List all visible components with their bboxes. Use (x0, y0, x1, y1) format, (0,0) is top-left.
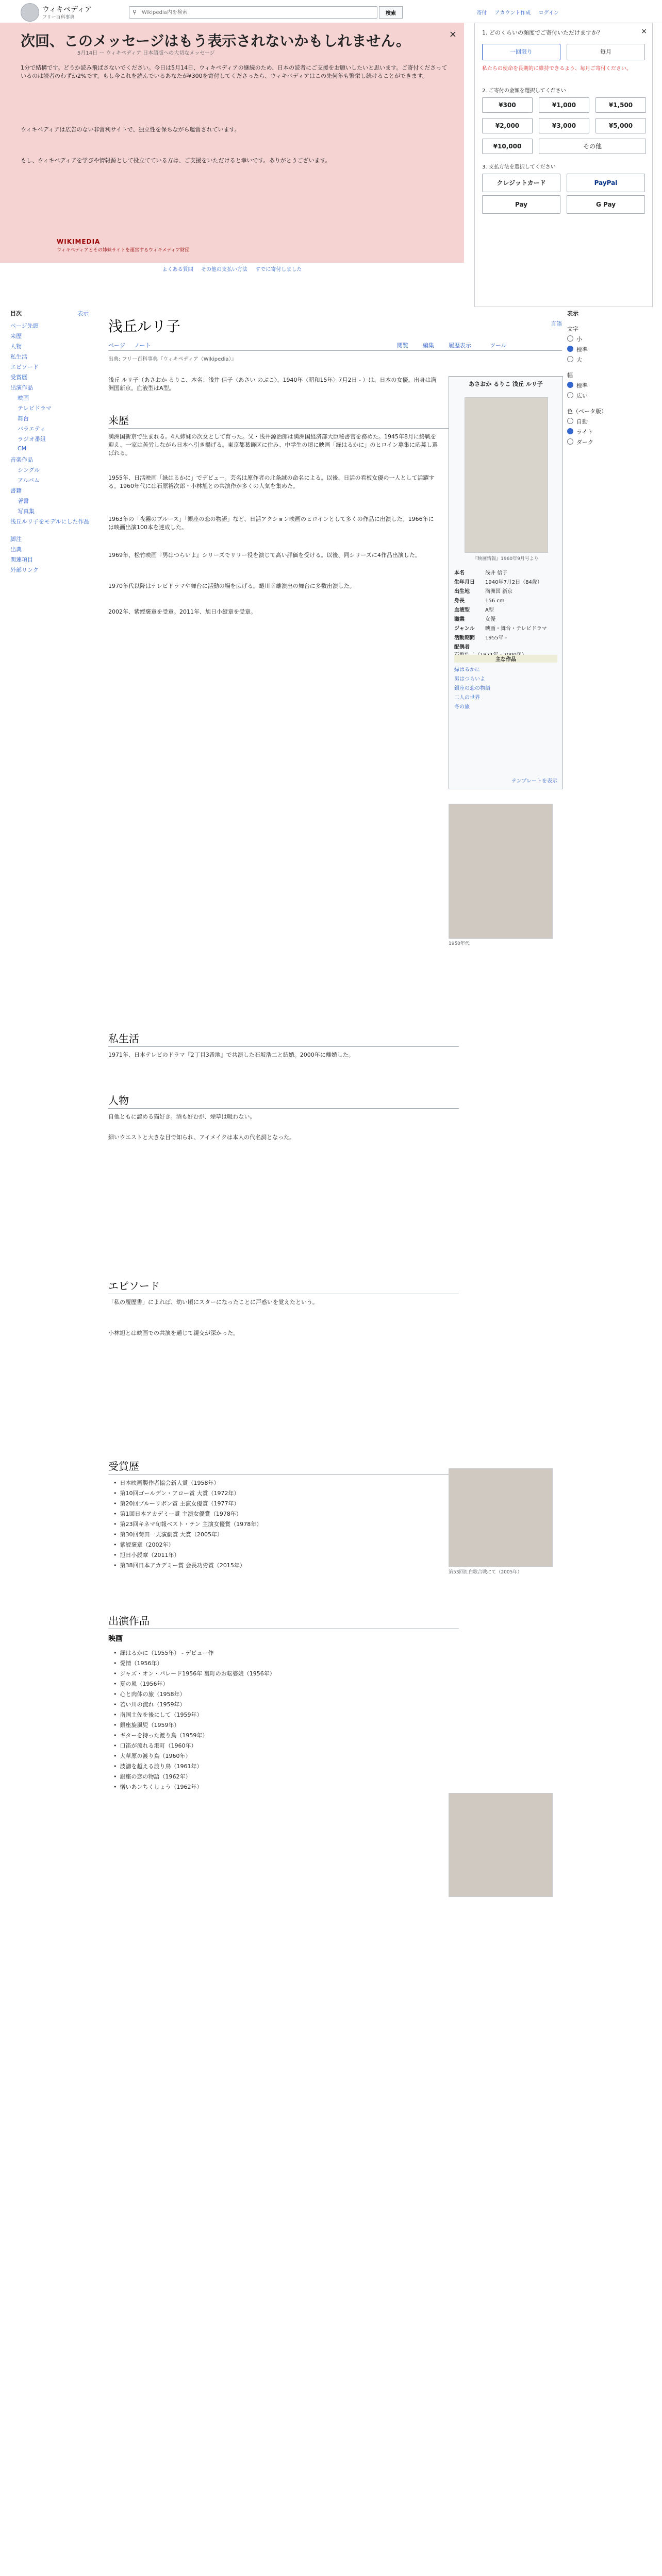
amount-300[interactable]: ¥300 (482, 97, 533, 113)
toc-item[interactable]: 人物 (10, 343, 22, 350)
donate-link[interactable]: 寄付 (476, 10, 487, 16)
toc-subitem[interactable]: テレビドラマ (18, 405, 52, 412)
search-icon: ⚲ (133, 9, 137, 15)
color-light-radio[interactable]: ライト (567, 428, 593, 436)
amounts-title: 2. ご寄付の金額を選択してください (482, 88, 566, 94)
toc-item[interactable]: 出典 (10, 546, 22, 553)
toc-item[interactable]: 浅丘ルリ子をモデルにした作品 (10, 518, 90, 525)
list-item: • 第38回日本アカデミー賞 会長功労賞（2015年） (113, 1562, 245, 1569)
infobox-caption: 『映画情報』1960年9月号より (473, 556, 539, 562)
list-item: • 緑はるかに（1955年） - デビュー作 (113, 1650, 214, 1656)
amount-5000[interactable]: ¥5,000 (595, 118, 646, 133)
infobox-title: あさおか るりこ 浅丘 ルリ子 (469, 381, 543, 387)
language-button[interactable]: 言語 (551, 320, 562, 327)
list-item: • 旭日小綬章（2011年） (113, 1552, 180, 1558)
infobox-work[interactable]: 男はつらいよ (454, 676, 485, 682)
toc-subitem[interactable]: バラエティ (18, 426, 46, 432)
width-label: 幅 (567, 372, 573, 379)
toc-item[interactable]: 関連項目 (10, 556, 33, 563)
toc-item[interactable]: 来歴 (10, 333, 22, 340)
tab-history[interactable]: 履歴表示 (449, 342, 471, 349)
search-input[interactable] (141, 7, 359, 18)
list-item: • 南国土佐を後にして（1959年） (113, 1711, 203, 1718)
section-heading: 来歴 (108, 412, 459, 429)
toc-subitem[interactable]: 舞台 (18, 415, 29, 422)
toc-item[interactable]: 脚注 (10, 536, 22, 543)
credit-card-button[interactable]: クレジットカード (482, 174, 560, 192)
already-donated-link[interactable]: すでに寄付しました (255, 267, 302, 273)
article-photo[interactable] (449, 1468, 553, 1567)
section-heading: 出演作品 (108, 1613, 459, 1629)
search-button[interactable]: 検索 (379, 6, 403, 19)
article-photo[interactable] (449, 1793, 553, 1897)
toc-item[interactable]: 受賞歴 (10, 374, 27, 381)
wikimedia-tagline: ウィキペディアとその姉妹サイトを運営するウィキメディア財団 (57, 248, 190, 253)
photo-caption: 第53回紅白歌合戦にて（2005年） (449, 1570, 522, 1575)
list-item: • 日本映画製作者協会新人賞（1958年） (113, 1480, 220, 1486)
toc-heading: 目次 (10, 310, 22, 317)
monthly-note: 私たちの使命を長期的に維持できるよう、毎月ご寄付ください。 (482, 66, 632, 72)
infobox-row: 身長 156 cm (454, 598, 505, 604)
toc-subitem[interactable]: シングル (18, 467, 40, 473)
faq-link[interactable]: よくある質問 (162, 267, 193, 273)
toc-subitem[interactable]: CM (18, 445, 27, 452)
list-item: • 銀座の恋の物語（1962年） (113, 1773, 191, 1780)
infobox-row: 生年月日 1940年7月2日（84歳） (454, 580, 542, 585)
section-heading: エピソード (108, 1278, 459, 1294)
list-item: • 夏の嵐（1956年） (113, 1681, 169, 1687)
paragraph: 1970年代以降はテレビドラマや舞台に活動の場を広げる。蜷川幸雄演出の舞台に多数出演した。 (108, 583, 355, 589)
subsection-heading: 映画 (108, 1635, 123, 1643)
template-link[interactable]: テンプレートを表示 (511, 778, 557, 784)
toc-subitem[interactable]: アルバム (18, 477, 40, 484)
paragraph: 「私の履歴書」によれば、幼い頃にスターになったことに戸惑いを覚えたという。 (108, 1299, 318, 1306)
infobox-section: 主な作品 (454, 655, 557, 663)
banner-subline: 5月14日 ー ウィキペディア 日本語版への大切なメッセージ (77, 50, 215, 56)
infobox-work[interactable]: 緑はるかに (454, 667, 480, 673)
pay-title: 3. 支払方法を選択してください (482, 164, 556, 170)
donate-form (474, 23, 653, 307)
site-header (0, 0, 662, 23)
infobox (449, 376, 563, 789)
paragraph: 1969年、松竹映画『男はつらいよ』シリーズでリリー役を演じて高い評価を受ける。以後、同シリーズに4作品出演した。 (108, 552, 421, 558)
apple-pay-button[interactable]: Pay (482, 195, 560, 214)
text-size-standard-radio[interactable]: 標準 (567, 345, 588, 353)
fundraising-banner (0, 23, 464, 273)
list-item: • ジャズ・オン・パレード1956年 裏町のお転婆娘（1956年） (113, 1670, 275, 1677)
create-account-link[interactable]: アカウント作成 (494, 10, 531, 16)
amount-1000[interactable]: ¥1,000 (539, 97, 589, 113)
banner-footer (0, 265, 464, 273)
tab-tools[interactable]: ツール (490, 342, 507, 349)
toc-hide[interactable]: 表示 (77, 310, 89, 317)
photo-caption: 1950年代 (449, 941, 470, 946)
article-photo[interactable] (449, 804, 553, 939)
toc-item[interactable]: 音楽作品 (10, 456, 33, 463)
banner-headline: 次回、このメッセージはもう表示されないかもしれません。 (21, 32, 411, 49)
infobox-work[interactable]: 二人の世界 (454, 695, 480, 701)
section-heading: 人物 (108, 1092, 459, 1109)
list-item: • 紫綬褒章（2002年） (113, 1541, 174, 1548)
width-wide-radio[interactable]: 広い (567, 392, 588, 400)
list-item: • 第20回ブルーリボン賞 主演女優賞（1977年） (113, 1500, 240, 1507)
width-standard-radio[interactable]: 標準 (567, 381, 588, 389)
list-item: • 第10回ゴールデン・アロー賞 大賞（1972年） (113, 1490, 240, 1497)
appearance-heading: 表示 (567, 310, 578, 317)
list-item: • 第23回キネマ旬報ベスト・テン 主演女優賞（1978年） (113, 1521, 262, 1528)
list-item: • 大草原の渡り鳥（1960年） (113, 1753, 191, 1759)
list-item: • 銀座旋風児（1959年） (113, 1722, 180, 1728)
header-links (470, 8, 559, 16)
infobox-row: 職業 女優 (454, 617, 495, 622)
list-item: • 第30回菊田一夫演劇賞 大賞（2005年） (113, 1531, 223, 1538)
paragraph: 小林旭とは映画での共演を通じて親交が深かった。 (108, 1330, 239, 1336)
from-line: 出典: フリー百科事典『ウィキペディア（Wikipedia）』 (108, 357, 237, 362)
wikipedia-logo-icon[interactable] (21, 3, 39, 22)
amount-10000[interactable]: ¥10,000 (482, 139, 533, 154)
list-item: • 愛情（1956年） (113, 1660, 163, 1667)
tab-read[interactable]: 閲覧 (397, 342, 408, 349)
infobox-work[interactable]: 銀座の恋の物語 (454, 686, 490, 691)
paragraph: 1963年の「夜霧のブルース」「銀座の恋の物語」など、日活アクション映画のヒロインとして多くの作品に出演した。1966年には映画出演100本を達成した。 (108, 516, 434, 531)
color-label: 色（ベータ版） (567, 408, 607, 415)
tab-talk[interactable]: ノート (134, 342, 151, 349)
banner-paragraph-2: ウィキペディアは広告のない非営利サイトで、独立性を保ちながら運営されています。 (21, 126, 240, 133)
tab-page[interactable]: ページ (108, 342, 125, 349)
banner-paragraph-1: 1分で結構です。どうか読み飛ばさないでください。今日は5月14日、ウィキペディアの継続のため、日本の読者にご支援をお願いしたいと思います。ご寄付くださっているのは読者のわずか2%です。もし今これを読んでいるあなたが¥300を寄付してくださったら、ウィキペディアはこの先何年も繁栄し続けることができます。 (21, 64, 448, 79)
amount-3000[interactable]: ¥3,000 (539, 118, 589, 133)
toc-item[interactable]: エピソード (10, 364, 39, 370)
paragraph: 1955年、日活映画「緑はるかに」でデビュー。芸名は原作者の北条誠の命名による。以後、日活の看板女優の一人として活躍する。1960年代には石原裕次郎・小林旭との共演作が多くの人気を集めた。 (108, 474, 435, 489)
amount-other[interactable]: その他 (539, 139, 646, 154)
paragraph: 自他ともに認める猫好き。酒も好むが、煙草は吸わない。 (108, 1113, 256, 1120)
other-payment-link[interactable]: その他の支払い方法 (201, 267, 247, 273)
list-item: • 口笛が流れる港町（1960年） (113, 1742, 197, 1749)
amount-2000[interactable]: ¥2,000 (482, 118, 533, 133)
logo-text[interactable]: ウィキペディア (42, 6, 92, 14)
paragraph: 1971年、日本テレビのドラマ『2丁目3番地』で共演した石坂浩二と結婚。2000年に離婚した。 (108, 1052, 354, 1058)
donate-title: 1. どのくらいの頻度でご寄付いただけますか？ (482, 29, 603, 36)
google-pay-button[interactable]: G Pay (567, 195, 645, 214)
freq-once-button[interactable]: 一回限り (482, 44, 560, 60)
text-size-small-radio[interactable]: 小 (567, 335, 582, 343)
list-item: • ギターを持った渡り鳥（1959年） (113, 1732, 208, 1739)
infobox-row: 活動期間 1955年 - (454, 635, 507, 641)
wikimedia-logo: WIKIMEDIA (57, 238, 101, 245)
list-item: • 憎いあンちくしょう（1962年） (113, 1784, 203, 1790)
search-box (129, 6, 396, 19)
text-label: 文字 (567, 326, 578, 332)
amount-1500[interactable]: ¥1,500 (595, 97, 646, 113)
login-link[interactable]: ログイン (538, 10, 559, 16)
paragraph: 細いウエストと大きな目で知られ、アイメイクは本人の代名詞となった。 (108, 1134, 295, 1141)
toc-item[interactable]: 書籍 (10, 487, 22, 494)
toc-item[interactable]: ページ先頭 (10, 323, 39, 329)
infobox-work[interactable]: 冬の旅 (454, 704, 470, 710)
toc-item[interactable]: 出演作品 (10, 384, 33, 391)
page-tabs (108, 339, 562, 351)
infobox-row: 出生地 満洲国 新京 (454, 589, 513, 595)
toc-subitem[interactable]: ラジオ番組 (18, 436, 46, 443)
paypal-button[interactable]: PayPal (567, 174, 645, 192)
logo-tagline: フリー百科事典 (42, 15, 75, 20)
toc-item[interactable]: 外部リンク (10, 567, 39, 573)
infobox-row: 血液型 A型 (454, 607, 494, 613)
infobox-row: ジャンル 映画・舞台・テレビドラマ (454, 626, 547, 632)
freq-monthly-button[interactable]: 毎月 (567, 44, 645, 60)
list-item: • 波濤を越える渡り鳥（1961年） (113, 1763, 203, 1770)
page-title: 浅丘ルリ子 (108, 318, 181, 335)
infobox-row: 本名 浅井 信子 (454, 570, 508, 576)
close-icon[interactable]: × (449, 29, 457, 40)
list-item: • 若い川の流れ（1959年） (113, 1701, 186, 1708)
text-size-large-radio[interactable]: 大 (567, 355, 582, 364)
banner-paragraph-3: もし、ウィキペディアを学びや情報源として役立てている方は、ご支援をいただけると幸いです。ありがとうございます。 (21, 157, 331, 164)
color-auto-radio[interactable]: 自動 (567, 417, 588, 426)
paragraph: 満洲国新京で生まれる。4人姉妹の次女として育った。父・浅井源治郎は満洲国経済部大臣秘書官を務めた。1945年8月に終戦を迎え、一家は苦労しながら日本へ引き揚げる。東京都葛飾区に住み、中学生の頃に映画「緑はるかに」のヒロイン募集に応募し選ばれる。 (108, 433, 438, 456)
infobox-row: 配偶者 (454, 645, 470, 650)
lead-paragraph: 浅丘 ルリ子（あさおか るりこ、本名：浅井 信子〈あさい のぶこ〉、1940年〈昭和15年〉7月2日 - ）は、日本の女優。出身は満洲国新京。血液型はA型。 (108, 377, 437, 392)
tab-edit[interactable]: 編集 (423, 342, 434, 349)
section-heading: 受賞歴 (108, 1458, 459, 1475)
section-heading: 私生活 (108, 1030, 459, 1047)
toc-subitem[interactable]: 映画 (18, 395, 29, 401)
toc-subitem[interactable]: 写真集 (18, 508, 35, 515)
close-icon[interactable]: × (641, 27, 647, 36)
infobox-portrait[interactable] (465, 397, 548, 553)
toc-item[interactable]: 私生活 (10, 353, 27, 360)
toc-subitem[interactable]: 著書 (18, 498, 29, 504)
color-dark-radio[interactable]: ダーク (567, 438, 593, 446)
list-item: • 第1回日本アカデミー賞 主演女優賞（1978年） (113, 1511, 242, 1517)
paragraph: 2002年、紫綬褒章を受章。2011年、旭日小綬章を受章。 (108, 608, 256, 615)
list-item: • 心と肉体の旅（1958年） (113, 1691, 186, 1698)
